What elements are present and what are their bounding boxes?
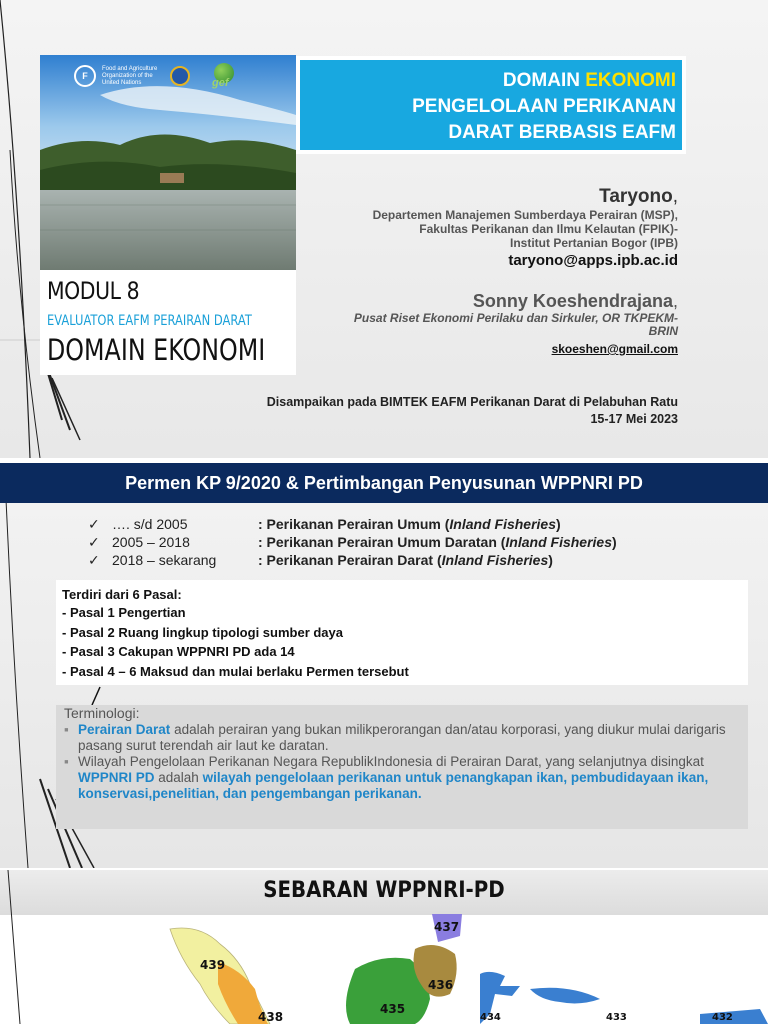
partner-logos	[74, 63, 240, 89]
fao-logo-icon: F	[74, 65, 96, 87]
wppnri-map	[160, 914, 768, 1024]
pasal-title: Terdiri dari 6 Pasal:	[62, 587, 182, 602]
map-label-435: 435	[380, 1002, 406, 1016]
emblem-icon	[170, 66, 190, 86]
list-item: ▪ Wilayah Pengelolaan Perikanan Negara RepublikIndonesia di Perairan Darat, yang selanjutnya disingkat WPPNRI PD adalah wilayah pengelolaan perikanan untuk penangkapan ikan, pembudidayaan ikan, konservasi,penelitian, dan pengembangan perikanan.	[64, 754, 709, 801]
bullet-icon: ▪	[64, 722, 69, 737]
lake-photo	[40, 55, 296, 270]
slide-map	[0, 870, 768, 1024]
slide-cover	[0, 0, 768, 458]
map-label-436: 436	[428, 978, 454, 992]
check-icon: ✓	[88, 552, 100, 568]
bullet-icon: ▪	[64, 754, 69, 769]
title-line-2: PENGELOLAAN PERIKANAN	[412, 96, 676, 117]
list-item: - Pasal 4 – 6 Maksud dan mulai berlaku Permen tersebut	[62, 663, 409, 679]
check-icon: ✓	[88, 534, 100, 550]
slide-permen	[0, 463, 768, 868]
modul-subtitle: EVALUATOR EAFM PERAIRAN DARAT	[47, 313, 252, 329]
region-432	[700, 1009, 768, 1024]
list-item: ▪ Perairan Darat adalah perairan yang bukan milikperorangan dan/atau korporasi, yang diukur mulai darigaris pasang surut terendah air laut ke daratan.	[64, 722, 726, 753]
slash-icon	[86, 685, 106, 707]
check-icon: ✓	[88, 516, 100, 532]
map-title: SEBARAN WPPNRI-PD	[263, 878, 505, 903]
title-line-1: DOMAIN EKONOMI	[502, 70, 676, 91]
modul-domain: DOMAIN EKONOMI	[47, 333, 266, 367]
gef-logo-icon	[210, 63, 240, 89]
gef-text: gef	[212, 77, 229, 89]
list-item: ✓ …. s/d 2005 : Perikanan Perairan Umum (Inland Fisheries)	[88, 516, 561, 532]
list-item: ✓ 2005 – 2018 : Perikanan Perairan Umum Daratan (Inland Fisheries)	[88, 534, 617, 550]
slide-header: Permen KP 9/2020 & Pertimbangan Penyusunan WPPNRI PD	[0, 463, 768, 503]
delivery-note	[267, 394, 678, 428]
terminologi-box	[56, 705, 748, 829]
region-433	[530, 988, 600, 1004]
author-1-affiliation-2: Fakultas Perikanan dan Ilmu Kelautan (FPIK)-	[419, 222, 678, 236]
map-label-439: 439	[200, 958, 226, 972]
terminologi-title: Terminologi:	[64, 705, 140, 721]
author-2-affiliation-2: BRIN	[648, 324, 678, 338]
author-1	[278, 186, 678, 269]
history-checklist	[88, 515, 617, 569]
map-label-438: 438	[258, 1010, 284, 1024]
list-item: - Pasal 2 Ruang lingkup tipologi sumber daya	[62, 624, 343, 640]
list-item: - Pasal 3 Cakupan WPPNRI PD ada 14	[62, 644, 295, 659]
delivery-line-1: Disampaikan pada BIMTEK EAFM Perikanan Darat di Pelabuhan Ratu	[266, 395, 678, 409]
title-highlight: EKONOMI	[585, 70, 676, 91]
author-1-email[interactable]: taryono@apps.ipb.ac.id	[508, 252, 678, 269]
modul-title: MODUL 8	[47, 277, 140, 305]
cover-card	[40, 55, 296, 375]
list-item: ✓ 2018 – sekarang : Perikanan Perairan Darat (Inland Fisheries)	[88, 552, 553, 568]
map-label-433: 433	[606, 1012, 627, 1023]
author-1-affiliation-1: Departemen Manajemen Sumberdaya Perairan (MSP),	[372, 208, 678, 222]
author-2-name: Sonny Koeshendrajana,	[472, 291, 678, 311]
map-label-432: 432	[712, 1012, 733, 1023]
author-2-affiliation-1: Pusat Riset Ekonomi Perilaku dan Sirkuler, OR TKPEKM-	[353, 311, 678, 325]
pasal-box	[56, 580, 748, 685]
author-2	[278, 291, 678, 356]
fao-text: Food and Agriculture Organization of the United Nations	[102, 65, 158, 86]
delivery-line-2: 15-17 Mei 2023	[590, 412, 678, 426]
map-label-437: 437	[434, 920, 460, 934]
author-1-name: Taryono,	[599, 186, 678, 207]
title-line-3: DARAT BERBASIS EAFM	[448, 122, 676, 143]
author-1-affiliation-3: Institut Pertanian Bogor (IPB)	[510, 236, 678, 250]
list-item: - Pasal 1 Pengertian	[62, 605, 186, 620]
title-band	[296, 56, 686, 154]
author-2-email[interactable]: skoeshen@gmail.com	[551, 342, 678, 356]
map-label-434: 434	[480, 1012, 501, 1023]
